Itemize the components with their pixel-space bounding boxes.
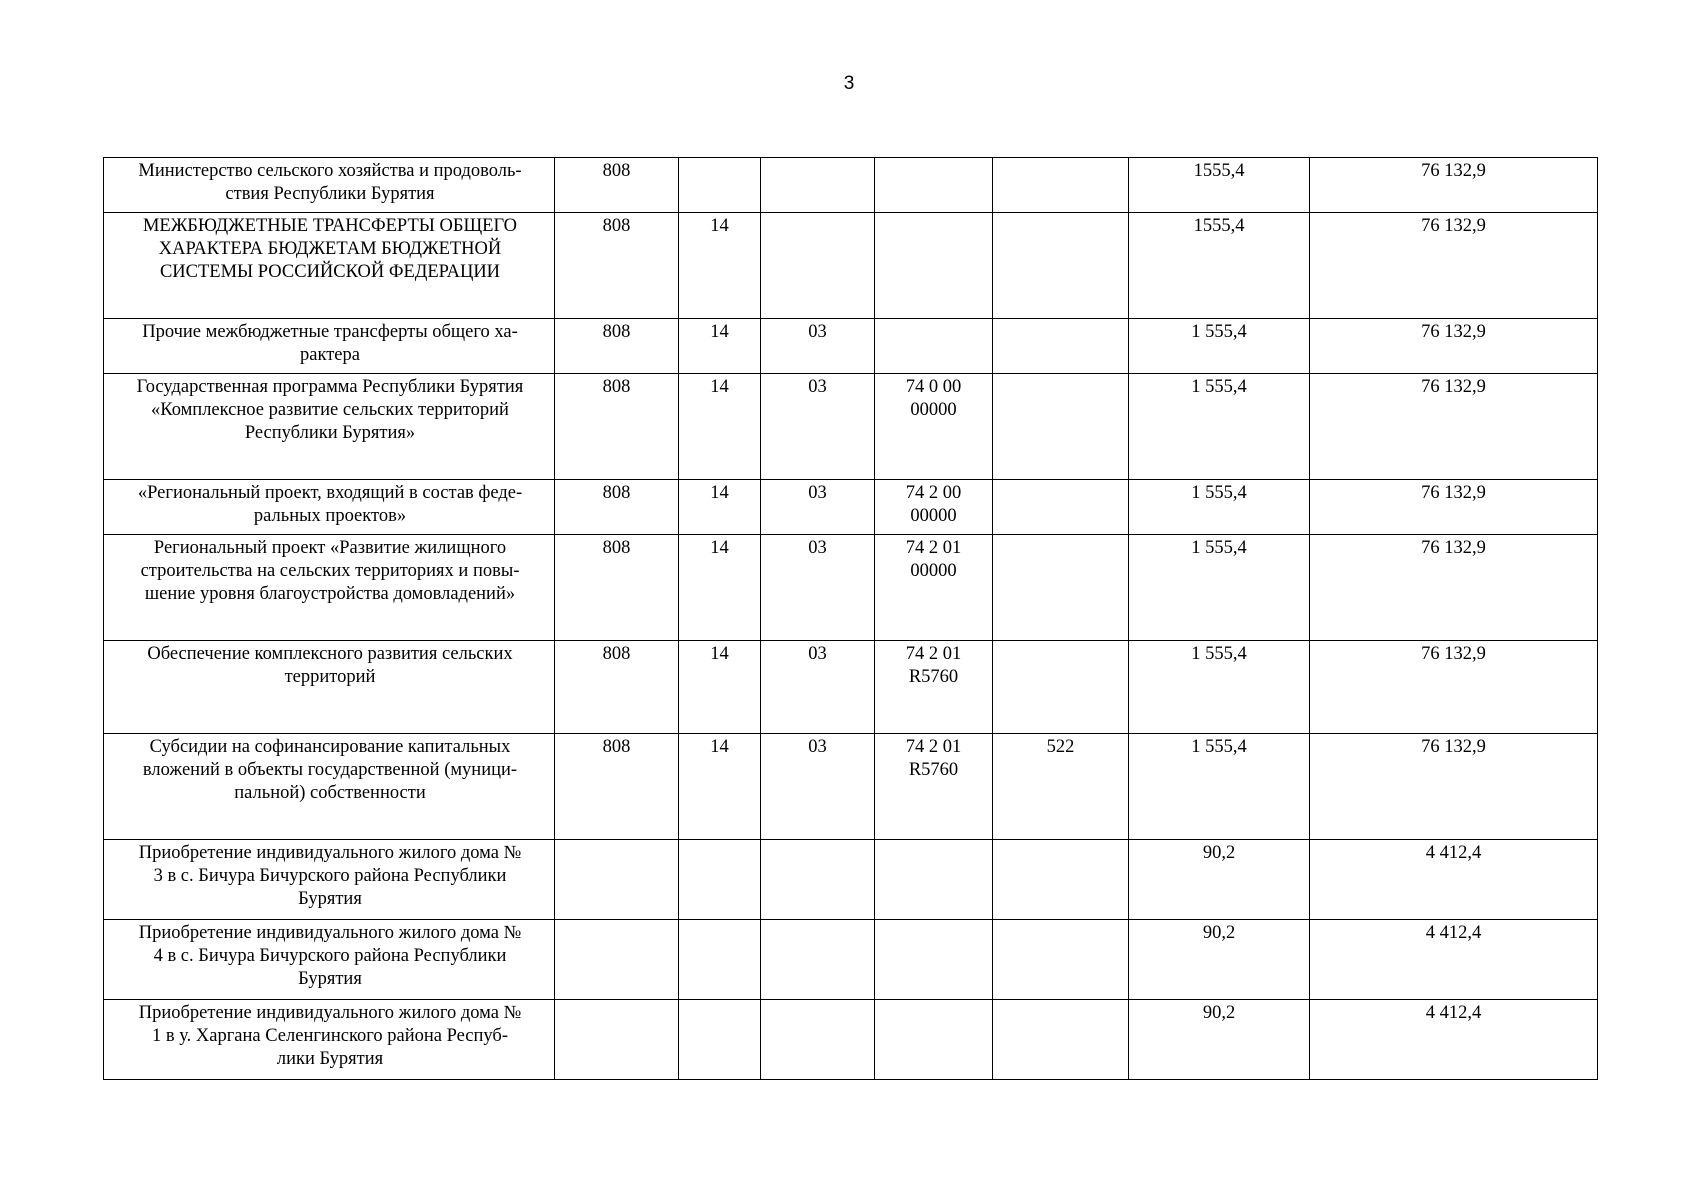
pr-cell [761,1000,875,1080]
sum1-cell: 1555,4 [1129,158,1310,213]
sum2-cell: 76 132,9 [1310,374,1598,480]
row-name-cell [104,213,555,319]
row-name-cell [104,641,555,734]
grbs-cell: 808 [555,319,679,374]
grbs-cell [555,920,679,1000]
sum1-cell: 1 555,4 [1129,374,1310,480]
csr-cell [875,158,993,213]
csr-cell: 74 2 00 00000 [875,480,993,535]
vr-cell [993,319,1129,374]
row-name-cell [104,920,555,1000]
sum2-cell: 76 132,9 [1310,641,1598,734]
rz-cell [679,840,761,920]
budget-table [103,157,1598,1080]
sum2-cell: 76 132,9 [1310,158,1598,213]
row-name-text: Региональный проект «Развитие жилищного строительства на сельских территориях и повы- шение уровня благоустройства домовладений» [140,538,520,604]
rz-cell: 14 [679,213,761,319]
rz-cell: 14 [679,374,761,480]
pr-cell [761,158,875,213]
pr-cell [761,840,875,920]
table-row [104,213,1598,319]
pr-cell [761,920,875,1000]
row-name-cell [104,374,555,480]
rz-cell [679,1000,761,1080]
csr-cell [875,840,993,920]
row-name-cell [104,535,555,641]
vr-cell: 522 [993,734,1129,840]
csr-cell: 74 2 01 R5760 [875,734,993,840]
rz-cell: 14 [679,480,761,535]
vr-cell [993,213,1129,319]
row-name-cell [104,480,555,535]
vr-cell [993,1000,1129,1080]
pr-cell: 03 [761,480,875,535]
rz-cell: 14 [679,535,761,641]
pr-cell: 03 [761,535,875,641]
pr-cell: 03 [761,374,875,480]
grbs-cell: 808 [555,734,679,840]
row-name-text: Приобретение индивидуального жилого дома № 3 в с. Бичура Бичурского района Республики Бурятия [138,843,522,909]
row-name-cell [104,734,555,840]
pr-cell: 03 [761,319,875,374]
rz-cell: 14 [679,641,761,734]
csr-cell: 74 0 00 00000 [875,374,993,480]
row-name-text: Субсидии на софинансирование капитальных вложений в объекты государственной (муници- пальной) собственности [142,737,518,803]
table-row [104,158,1598,213]
pr-cell [761,213,875,319]
rz-cell [679,158,761,213]
row-name-cell [104,158,555,213]
table-row [104,734,1598,840]
sum1-cell: 90,2 [1129,920,1310,1000]
row-name-text: Министерство сельского хозяйства и продоволь- ствия Республики Бурятия [138,161,522,204]
sum2-cell: 76 132,9 [1310,213,1598,319]
vr-cell [993,641,1129,734]
table-row [104,319,1598,374]
row-name-cell [104,840,555,920]
table-row [104,641,1598,734]
sum1-cell: 1555,4 [1129,213,1310,319]
grbs-cell: 808 [555,158,679,213]
sum2-cell: 76 132,9 [1310,535,1598,641]
csr-cell [875,213,993,319]
sum2-cell: 76 132,9 [1310,734,1598,840]
sum2-cell: 4 412,4 [1310,920,1598,1000]
table-row [104,1000,1598,1080]
grbs-cell: 808 [555,374,679,480]
row-name-text: Приобретение индивидуального жилого дома № 1 в у. Харгана Селенгинского района Респуб- лики Бурятия [138,1003,522,1069]
sum1-cell: 1 555,4 [1129,480,1310,535]
rz-cell: 14 [679,319,761,374]
grbs-cell: 808 [555,535,679,641]
table-row [104,840,1598,920]
row-name-text: Прочие межбюджетные трансферты общего ха- рактера [142,322,518,365]
row-name-text: Приобретение индивидуального жилого дома № 4 в с. Бичура Бичурского района Республики Бурятия [138,923,522,989]
csr-cell [875,920,993,1000]
row-name-cell [104,1000,555,1080]
row-name-cell [104,319,555,374]
sum1-cell: 90,2 [1129,1000,1310,1080]
page-number: 3 [843,73,855,94]
pr-cell: 03 [761,641,875,734]
sum2-cell: 76 132,9 [1310,480,1598,535]
vr-cell [993,535,1129,641]
grbs-cell: 808 [555,213,679,319]
rz-cell: 14 [679,734,761,840]
sum1-cell: 1 555,4 [1129,641,1310,734]
sum2-cell: 4 412,4 [1310,840,1598,920]
csr-cell: 74 2 01 00000 [875,535,993,641]
table-row [104,480,1598,535]
sum2-cell: 76 132,9 [1310,319,1598,374]
sum1-cell: 1 555,4 [1129,734,1310,840]
csr-cell [875,319,993,374]
csr-cell [875,1000,993,1080]
row-name-text: МЕЖБЮДЖЕТНЫЕ ТРАНСФЕРТЫ ОБЩЕГО ХАРАКТЕРА БЮДЖЕТАМ БЮДЖЕТНОЙ СИСТЕМЫ РОССИЙСКОЙ ФЕДЕРАЦИИ [142,216,518,282]
table-row [104,374,1598,480]
table-row [104,535,1598,641]
grbs-cell: 808 [555,641,679,734]
pr-cell: 03 [761,734,875,840]
row-name-text: Обеспечение комплексного развития сельских территорий [147,644,513,687]
sum1-cell: 90,2 [1129,840,1310,920]
vr-cell [993,920,1129,1000]
vr-cell [993,158,1129,213]
grbs-cell [555,840,679,920]
grbs-cell: 808 [555,480,679,535]
sum1-cell: 1 555,4 [1129,535,1310,641]
csr-cell: 74 2 01 R5760 [875,641,993,734]
vr-cell [993,840,1129,920]
row-name-text: «Региональный проект, входящий в состав феде- ральных проектов» [137,483,523,526]
vr-cell [993,374,1129,480]
grbs-cell [555,1000,679,1080]
sum2-cell: 4 412,4 [1310,1000,1598,1080]
vr-cell [993,480,1129,535]
row-name-text: Государственная программа Республики Бурятия «Комплексное развитие сельских территорий Республики Бурятия» [136,377,524,443]
rz-cell [679,920,761,1000]
sum1-cell: 1 555,4 [1129,319,1310,374]
table-row [104,920,1598,1000]
